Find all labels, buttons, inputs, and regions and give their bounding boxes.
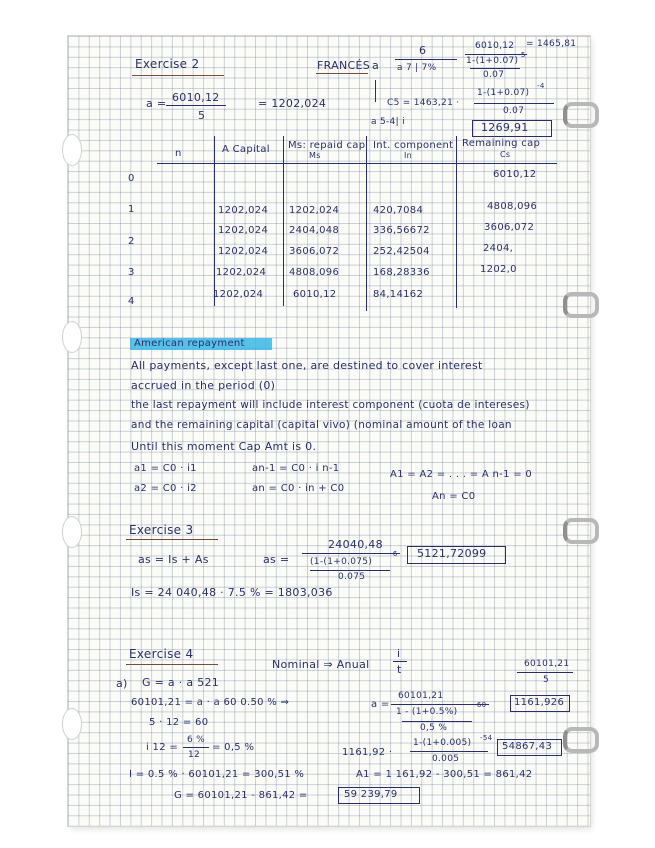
american-line: the last repayment will include interest component (cuota de intereses)	[131, 399, 530, 411]
ex4-line3-den: 0.005	[432, 754, 460, 764]
table-cell: 2404,048	[289, 225, 340, 236]
american-eq: an = C0 · in + C0	[252, 483, 345, 494]
title-underline	[126, 664, 218, 665]
fraction-bar	[410, 751, 488, 752]
table-n: 2	[128, 236, 135, 247]
table-n: 1	[128, 204, 135, 215]
a-lhs: a =	[146, 97, 167, 110]
binder-ring	[563, 292, 599, 318]
table-subheader-ms: Ms	[309, 151, 321, 160]
table-header-n: n	[175, 148, 182, 159]
ex4-i12-res: = 0,5 %	[212, 742, 255, 753]
fraction-bar	[395, 59, 457, 60]
fraction-bar	[402, 721, 472, 722]
c5-side-label: a 5-4| i	[371, 117, 405, 127]
exercise-3-title: Exercise 3	[129, 523, 194, 537]
fraction-bar	[302, 553, 400, 554]
ex4-top-den: 5	[543, 675, 550, 685]
ex3-is-line: Is = 24 040,48 · 7.5 % = 1803,036	[131, 586, 333, 599]
table-subheader-cs: Cs	[500, 150, 511, 159]
a-result: = 1202,024	[258, 97, 327, 110]
ex4-i-den: t	[397, 663, 402, 676]
exercise-2-title: Exercise 2	[135, 57, 200, 71]
fraction-bar	[474, 103, 554, 104]
table-cell: 6010,12	[493, 169, 537, 180]
american-line: Until this moment Cap Amt is 0.	[131, 440, 317, 453]
table-cell: 1202,024	[218, 246, 269, 257]
ex4-line1: 60101,21 = a · a 60 0.50 % ⇒	[131, 697, 290, 708]
table-cell: 84,14162	[373, 289, 424, 300]
american-eq: a2 = C0 · i2	[134, 483, 197, 494]
table-n: 4	[128, 296, 135, 307]
exercise-4-title: Exercise 4	[129, 647, 194, 661]
alpha-lhs: a	[372, 59, 380, 72]
ex4-line4: I = 0.5 % · 60101,21 = 300,51 %	[129, 769, 305, 780]
a-denominator: 5	[198, 109, 206, 122]
fraction-bar	[166, 105, 226, 106]
binder-hole	[62, 134, 82, 166]
ex4-a-eq: a =	[371, 699, 390, 710]
table-cell: 2404,	[483, 243, 514, 254]
american-line: All payments, except last one, are destined to cover interest	[131, 359, 483, 372]
ex4-g-eq: G = a · a 521	[142, 676, 220, 689]
f1-den-exp: -5	[518, 51, 526, 59]
american-heading: American repayment	[134, 338, 245, 349]
title-underline	[132, 75, 224, 76]
ex4-line3-lhs: 1161,92 ·	[342, 747, 393, 758]
table-column-rule	[366, 136, 367, 311]
ex4-line3-num: 1-(1+0.005)	[413, 738, 472, 748]
table-column-rule	[214, 136, 215, 306]
table-cell: 1202,024	[213, 289, 264, 300]
ex4-line3-exp: -54	[480, 734, 493, 742]
table-cell: 420,7084	[373, 205, 424, 216]
table-cell: 1202,024	[216, 267, 267, 278]
fraction-bar	[470, 68, 520, 69]
ex4-top-num: 60101,21	[524, 659, 570, 669]
ex4-line2: 5 · 12 = 60	[149, 717, 209, 728]
fraction-bar	[517, 672, 573, 673]
binder-ring	[563, 102, 599, 128]
american-eq: A1 = A2 = . . . = A n-1 = 0	[390, 469, 533, 480]
ex3-den2: 0.075	[338, 572, 366, 582]
ex4-a-den-b: 0,5 %	[420, 723, 448, 733]
table-cell: 168,28336	[373, 267, 430, 278]
a-numerator: 6010,12	[172, 91, 220, 104]
fraction-bar	[310, 570, 390, 571]
table-column-rule	[456, 136, 457, 308]
c5-exp: -4	[537, 82, 545, 90]
table-header-rule	[157, 163, 557, 164]
ex3-den1: (1-(1+0.075)	[310, 557, 373, 567]
fraction-bar	[393, 661, 407, 662]
binder-ring	[563, 727, 599, 753]
alpha-denominator: a 7 | 7%	[397, 63, 437, 73]
table-n: 0	[128, 173, 135, 184]
table-cell: 4808,096	[289, 267, 340, 278]
table-cell: 1202,024	[218, 225, 269, 236]
binder-ring	[563, 518, 599, 544]
c5-denominator: 0.07	[503, 106, 525, 116]
ex4-line6: G = 60101,21 - 861,42 =	[174, 790, 308, 801]
ex3-lhs1: as = Is + As	[138, 553, 209, 566]
binder-hole	[62, 708, 82, 740]
binder-hole	[62, 516, 82, 548]
f1-result: = 1465,81	[526, 39, 577, 49]
ex4-line5: A1 = 1 161,92 - 300,51 = 861,42	[356, 769, 533, 780]
table-subheader-in: In	[404, 151, 413, 160]
f1-den-b: 0.07	[483, 70, 505, 80]
table-header-remaining: Remaining cap	[462, 138, 541, 149]
binder-hole	[62, 321, 82, 353]
table-cell: 3606,072	[289, 246, 340, 257]
ex4-a-label: a)	[116, 677, 128, 690]
table-cell: 1202,024	[289, 205, 340, 216]
table-column-rule	[283, 136, 284, 306]
ex4-a-den-exp: -60	[474, 701, 487, 709]
ex4-i12-den: 12	[188, 750, 201, 760]
table-header-capital: A Capital	[222, 144, 270, 155]
frances-label: FRANCÉS	[317, 59, 370, 72]
title-underline	[126, 539, 218, 540]
ex3-lhs2: as =	[263, 553, 290, 566]
ex4-i-num: i	[397, 647, 401, 660]
c5-result: 1269,91	[481, 121, 529, 134]
table-n: 3	[128, 267, 135, 278]
table-cell: 252,42504	[373, 246, 430, 257]
f1-den-a: 1-(1+0.07)	[466, 56, 519, 66]
f1-numerator: 6010,12	[475, 41, 515, 51]
fraction-bar	[183, 747, 209, 748]
ex4-i12-lhs: i 12 =	[146, 742, 179, 753]
ex4-line3-result: 54867,43	[502, 741, 553, 752]
table-header-interest: Int. component	[373, 140, 454, 151]
table-header-repaid: Ms: repaid cap	[288, 140, 366, 151]
table-cell: 1202,0	[480, 264, 517, 275]
ex3-den-exp: -6	[390, 550, 398, 558]
ex4-i12-num: 6 %	[187, 735, 206, 745]
table-cell: 6010,12	[293, 289, 337, 300]
ex4-a-result: 1161,926	[514, 697, 565, 708]
alpha-numerator: 6	[419, 44, 427, 57]
american-eq: An = C0	[432, 491, 476, 502]
american-line: accrued in the period (0)	[131, 379, 276, 392]
table-cell: 336,56672	[373, 225, 430, 236]
ex4-a-num: 60101,21	[398, 691, 444, 701]
table-cell: 1202,024	[218, 205, 269, 216]
table-cell: 3606,072	[484, 222, 535, 233]
ex4-nominal: Nominal ⇒ Anual	[272, 658, 370, 671]
bracket-line	[375, 80, 376, 102]
ex3-result: 5121,72099	[417, 547, 487, 560]
c5-lhs: C5 = 1463,21 ·	[387, 98, 460, 108]
c5-numerator: 1-(1+0.07)	[477, 88, 530, 98]
american-eq: an-1 = C0 · i n-1	[252, 463, 340, 474]
ex3-numerator: 24040,48	[328, 538, 383, 551]
american-line: and the remaining capital (capital vivo) (nominal amount of the loan	[131, 419, 512, 431]
ex4-line6-result: 59 239,79	[344, 789, 398, 800]
table-cell: 4808,096	[487, 201, 538, 212]
frances-underline	[316, 73, 368, 74]
ex4-a-den-a: 1 - (1+0.5%)	[396, 707, 458, 717]
american-eq: a1 = C0 · i1	[134, 463, 197, 474]
